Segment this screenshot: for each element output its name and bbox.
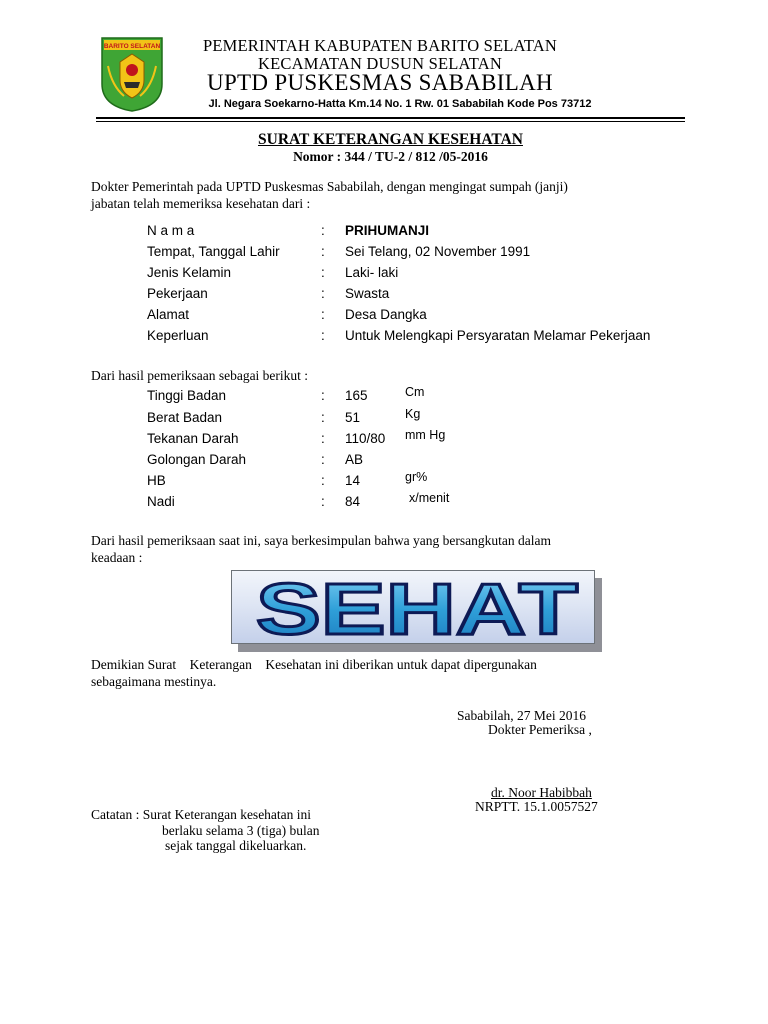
field-label: Keperluan <box>147 328 209 343</box>
field-separator: : <box>321 307 325 322</box>
signature-place-date: Sababilah, 27 Mei 2016 <box>457 708 586 723</box>
patient-row-name <box>147 223 707 243</box>
field-label: Alamat <box>147 307 190 322</box>
exam-row-blood-pressure <box>147 428 707 451</box>
field-separator: : <box>321 286 325 301</box>
field-value: Laki- laki <box>345 265 399 280</box>
field-unit: x/menit <box>409 491 450 505</box>
field-label: Pekerjaan <box>147 286 208 301</box>
field-separator: : <box>321 328 325 343</box>
field-separator: : <box>321 473 325 488</box>
signature-name: dr. Noor Habibbah <box>491 785 592 800</box>
field-label: Nadi <box>147 494 175 509</box>
regency-emblem-logo <box>100 36 164 112</box>
field-label: Berat Badan <box>147 410 223 425</box>
header-rule-thick <box>96 117 685 119</box>
header-government: PEMERINTAH KABUPATEN BARITO SELATAN <box>202 36 558 55</box>
field-separator: : <box>321 431 325 446</box>
document-title: SURAT KETERANGAN KESEHATAN <box>258 131 523 148</box>
field-label: Golongan Darah <box>147 452 247 467</box>
field-value: Desa Dangka <box>345 307 427 322</box>
field-label: Tekanan Darah <box>147 431 239 446</box>
header-district: KECAMATAN DUSUN SELATAN <box>258 54 502 73</box>
intro-line-2: jabatan telah memeriksa kesehatan dari : <box>91 196 311 211</box>
field-separator: : <box>321 223 325 238</box>
signature-role: Dokter Pemeriksa , <box>488 722 592 737</box>
field-label: Tinggi Badan <box>147 388 227 403</box>
patient-row-address <box>147 307 707 327</box>
field-separator: : <box>321 494 325 509</box>
exam-intro: Dari hasil pemeriksaan sebagai berikut : <box>91 368 309 383</box>
field-unit: gr% <box>405 470 428 484</box>
field-label: Tempat, Tanggal Lahir <box>147 244 280 259</box>
patient-row-birth <box>147 244 707 264</box>
field-unit: mm Hg <box>405 428 446 442</box>
patient-row-occupation <box>147 286 707 306</box>
field-value: 165 <box>345 388 368 403</box>
field-separator: : <box>321 265 325 280</box>
intro-line-1: Dokter Pemerintah pada UPTD Puskesmas Sababilah, dengan mengingat sumpah (janji) <box>91 179 568 194</box>
field-separator: : <box>321 244 325 259</box>
field-value: 84 <box>345 494 361 509</box>
field-separator: : <box>321 388 325 403</box>
field-value: 51 <box>345 410 361 425</box>
field-value: PRIHUMANJI <box>345 223 430 238</box>
exam-row-hb <box>147 470 707 493</box>
field-unit: Kg <box>405 407 421 421</box>
header-institution: UPTD PUSKESMAS SABABILAH <box>207 70 553 95</box>
patient-row-purpose <box>147 328 707 348</box>
logo-text: BARITO SELATAN <box>103 43 161 50</box>
note-line-3: sejak tanggal dikeluarkan. <box>165 838 307 853</box>
exam-row-pulse <box>147 491 707 514</box>
conclusion-line-2: keadaan : <box>91 550 143 565</box>
note-line-1: Catatan : Surat Keterangan kesehatan ini <box>91 807 312 822</box>
exam-row-blood-type <box>147 452 707 472</box>
header-address: Jl. Negara Soekarno-Hatta Km.14 No. 1 Rw. 01 Sababilah Kode Pos 73712 <box>208 98 592 110</box>
field-value: Sei Telang, 02 November 1991 <box>345 244 531 259</box>
field-label: N a m a <box>147 223 195 238</box>
field-value: Untuk Melengkapi Persyaratan Melamar Pekerjaan <box>345 328 651 343</box>
closing-line-1: Demikian Surat Keterangan Kesehatan ini diberikan untuk dapat dipergunakan <box>91 657 537 672</box>
field-value: Swasta <box>345 286 390 301</box>
field-label: HB <box>147 473 166 488</box>
exam-row-height <box>147 385 707 408</box>
field-separator: : <box>321 410 325 425</box>
field-value: AB <box>345 452 364 467</box>
field-unit: Cm <box>405 385 425 399</box>
document-number: Nomor : 344 / TU-2 / 812 /05-2016 <box>293 149 488 164</box>
patient-row-gender <box>147 265 707 285</box>
field-label: Jenis Kelamin <box>147 265 232 280</box>
field-separator: : <box>321 452 325 467</box>
result-text: SEHAT <box>256 570 579 644</box>
exam-row-weight <box>147 407 707 430</box>
conclusion-line-1: Dari hasil pemeriksaan saat ini, saya berkesimpulan bahwa yang bersangkutan dalam <box>91 533 551 548</box>
closing-line-2: sebagaimana mestinya. <box>91 674 217 689</box>
header-rule-thin <box>96 121 685 122</box>
field-value: 110/80 <box>345 431 386 446</box>
note-line-2: berlaku selama 3 (tiga) bulan <box>162 823 320 838</box>
result-banner-text <box>231 570 595 644</box>
field-value: 14 <box>345 473 361 488</box>
signature-id: NRPTT. 15.1.0057527 <box>475 799 598 814</box>
